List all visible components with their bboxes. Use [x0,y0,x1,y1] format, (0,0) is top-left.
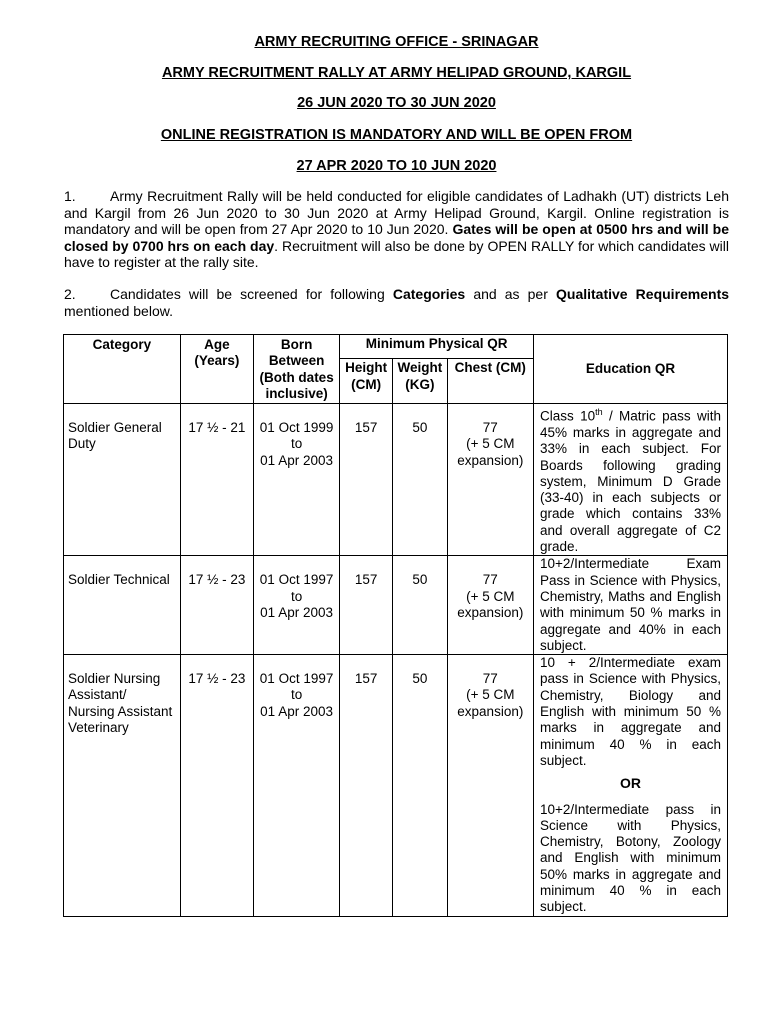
row1-born-to: 01 Apr 2003 [260,452,333,468]
registration-notice: ONLINE REGISTRATION IS MANDATORY AND WILL BE OPEN FROM [160,127,633,143]
paragraph-2-categories: Categories [392,286,466,302]
paragraph-1-text: Army Recruitment Rally will be held conducted for eligible candidates of Ladhakh (UT) districts Leh and Kargil from 26 Jun 2020 to 30 Jun 2020 at Army Helipad Ground, Kargil. Online registration is mandatory and will be open from 27 Apr 2020 to 10 Jun 2020. [64,188,729,238]
row2-category: Soldier Technical [64,556,181,655]
row3-born-to: 01 Apr 2003 [260,703,333,719]
row3-chest-expansion: (+ 5 CM expansion) [457,687,524,719]
row2-education: 10+2/Intermediate Exam Pass in Science with Physics, Chemistry, Maths and English with minimum 50 % marks in aggregate and 40% in each subject. [533,556,727,655]
header-min-physical: Minimum Physical QR [340,335,534,359]
header-age: Age (Years) [180,335,253,404]
row2-born-to: 01 Apr 2003 [260,604,333,620]
row1-education [533,404,727,556]
table-row-technical [64,556,728,655]
table-row-nursing [64,655,728,916]
row3-born-to-word: to [290,687,303,703]
eligibility-table [63,334,728,917]
header-chest: Chest (CM) [447,359,533,404]
row3-chest-value: 77 [482,671,498,687]
row3-age: 17 ½ - 23 [180,655,253,916]
row3-born [253,655,339,916]
row2-height: 157 [340,556,393,655]
row2-weight: 50 [393,556,448,655]
paragraph-2-text-end: mentioned below. [64,302,173,319]
row2-chest-expansion: (+ 5 CM expansion) [457,588,524,620]
row1-height: 157 [340,404,393,556]
row1-born [253,404,339,556]
rally-title: ARMY RECRUITMENT RALLY AT ARMY HELIPAD GROUND, KARGIL [161,65,632,81]
paragraph-2-text: Candidates will be screened for following [110,286,385,302]
row1-age: 17 ½ - 21 [180,404,253,556]
row3-height: 157 [340,655,393,916]
header-education: Education QR [533,335,727,404]
row1-edu-superscript: th [595,407,603,418]
paragraph-1-text-end: . Recruitment will also be done by OPEN RALLY for which candidates will have to register at the rally site. [64,237,729,271]
registration-dates: 27 APR 2020 TO 10 JUN 2020 [296,158,497,174]
paragraph-1 [64,188,729,271]
row3-chest [447,655,533,916]
header-born-between: Born Between (Both dates inclusive) [253,335,339,404]
row2-chest [447,556,533,655]
row2-born [253,556,339,655]
paragraph-1-number: 1. [64,188,76,204]
header-weight: Weight (KG) [393,359,448,404]
row3-edu-option-1: 10 + 2/Intermediate exam pass in Science with Physics, Chemistry, Biology and English with minimum 50 % marks in aggregate and minimum 40 % in each subject. [539,655,721,768]
row1-born-from: 01 Oct 1999 [259,420,334,436]
row1-chest-expansion: (+ 5 CM expansion) [457,436,524,468]
row1-category: Soldier General Duty [64,404,181,556]
paragraph-2 [64,286,729,319]
row1-weight: 50 [393,404,448,556]
rally-dates: 26 JUN 2020 TO 30 JUN 2020 [297,95,496,111]
row3-weight: 50 [393,655,448,916]
row3-education [533,655,727,916]
row1-edu-text: / Matric pass with 45% marks in aggregate and 33% in each subject. For Boards following grading system, Minimum D Grade (33-40) in each subjects or grade which contains 33% and overall aggregate of C2 grade. [539,408,721,555]
row2-chest-value: 77 [482,572,498,588]
paragraph-2-text-mid: and as per [473,286,548,302]
header-category: Category [64,335,181,404]
row2-born-to-word: to [290,588,303,604]
row2-born-from: 01 Oct 1997 [259,572,334,588]
row1-born-to-word: to [290,436,303,452]
header-height: Height (CM) [340,359,393,404]
row1-chest [447,404,533,556]
paragraph-1-gate-timing: Gates will be open at 0500 hrs and will be closed by 0700 hrs on each day [64,221,730,254]
row3-edu-or: OR [619,775,641,792]
row1-edu-prefix: Class 10 [539,408,596,424]
row3-born-from: 01 Oct 1997 [259,671,334,687]
paragraph-2-qualitative: Qualitative Requirements [556,286,730,302]
row1-chest-value: 77 [482,420,498,436]
row2-age: 17 ½ - 23 [180,556,253,655]
row3-category: Soldier Nursing Assistant/ Nursing Assistant Veterinary [64,655,181,916]
row3-edu-option-2: 10+2/Intermediate pass in Science with Physics, Chemistry, Botony, Zoology and English with minimum 50% marks in aggregate and minimum 40 % in each subject. [539,801,721,915]
table-row-general-duty [64,404,728,556]
office-title: ARMY RECRUITING OFFICE - SRINAGAR [254,34,539,50]
paragraph-2-number: 2. [64,286,76,302]
